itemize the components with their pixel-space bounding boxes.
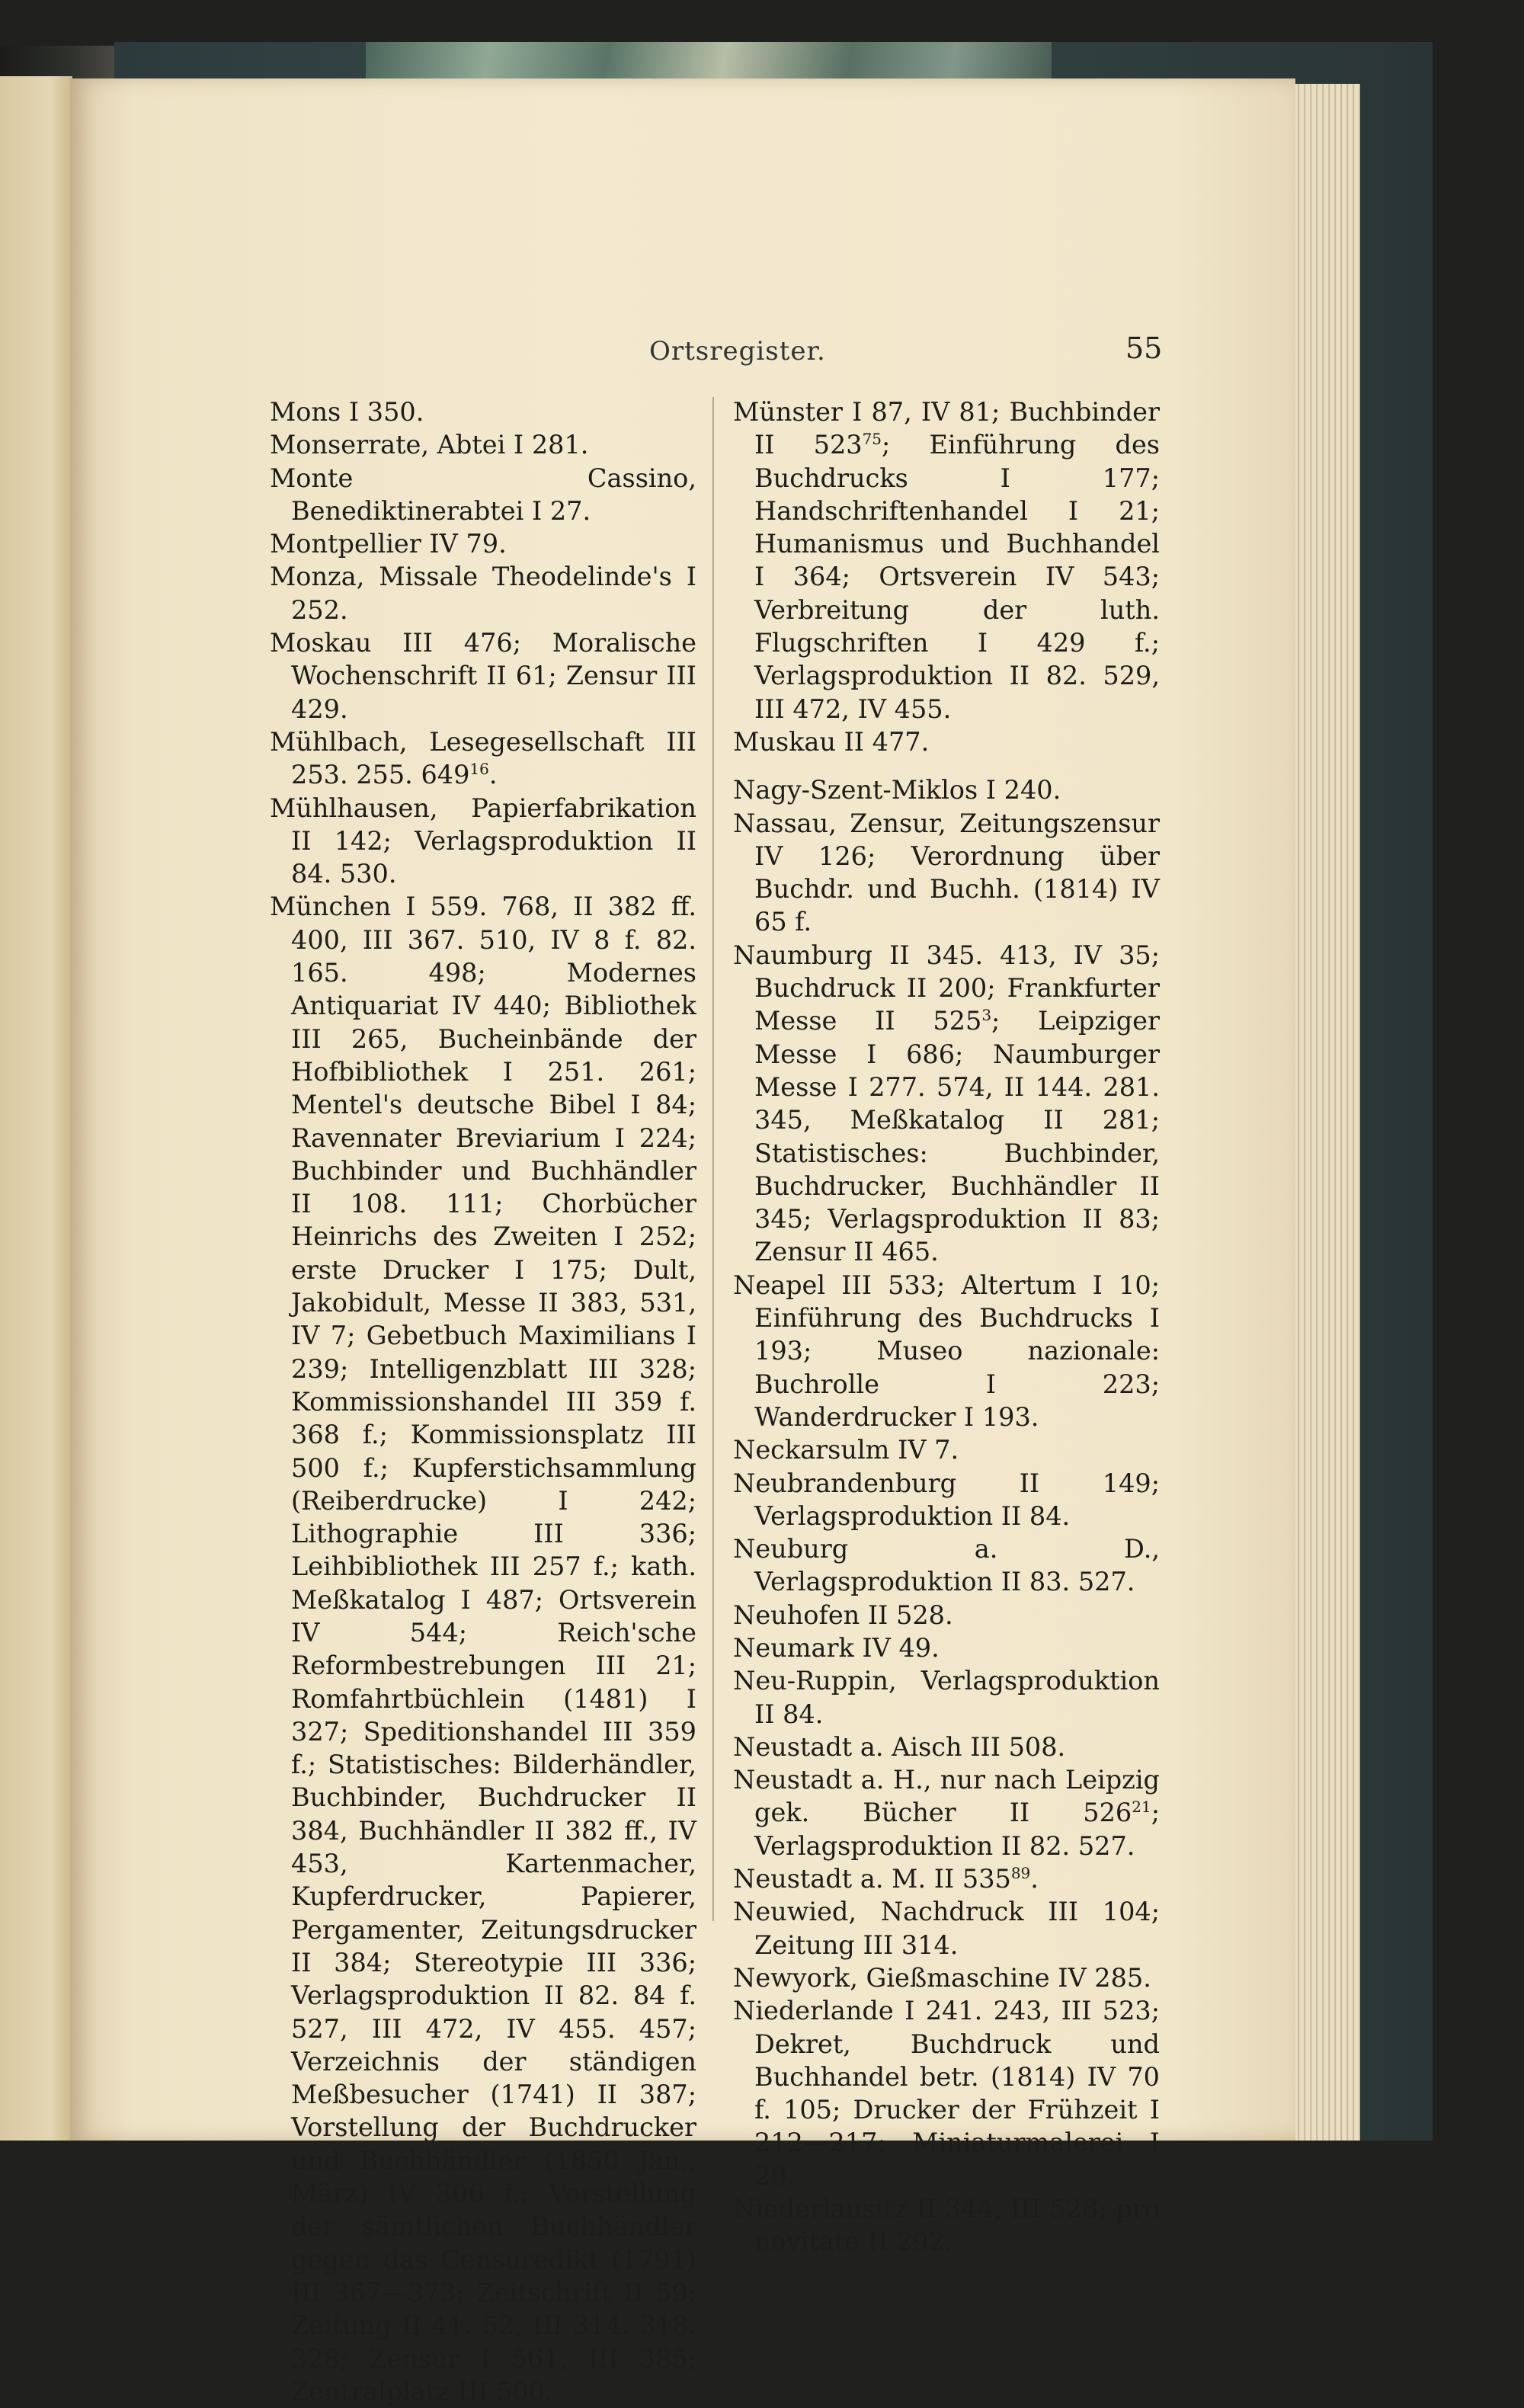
- entry-text: Neuhofen II 528.: [733, 1599, 953, 1630]
- footnote-reference: 16: [469, 760, 489, 779]
- index-entry: [270, 395, 696, 428]
- entry-text: Montpellier IV 79.: [270, 529, 507, 559]
- index-entry: [733, 1269, 1160, 1433]
- index-entry: [270, 792, 696, 891]
- index-column-left: [270, 395, 696, 2408]
- index-entry: [270, 527, 696, 560]
- running-head: Ortsregister.: [649, 336, 826, 367]
- page-number: 55: [1125, 331, 1163, 365]
- index-entry: [733, 1731, 1160, 1763]
- index-entry: [733, 1631, 1160, 1664]
- book-page: [70, 78, 1295, 2406]
- entry-text: Monza, Missale Theodelinde's I 252.: [270, 562, 696, 625]
- entry-text: Monte Cassino, Benediktinerabtei I 27.: [270, 463, 696, 526]
- index-entry: [270, 725, 696, 792]
- entry-text: Niederlausitz II 344, III 528; pro novitate II 292.: [733, 2194, 1160, 2257]
- entry-text: Neumark IV 49.: [733, 1632, 940, 1663]
- index-entry: [733, 1467, 1160, 1533]
- footnote-reference: 3: [981, 1006, 992, 1025]
- index-entry: [733, 1862, 1160, 1895]
- entry-text: Neu-Ruppin, Verlagsproduktion II 84.: [733, 1666, 1160, 1729]
- entry-text: Neustadt a. M. II 535: [733, 1864, 1011, 1894]
- index-entry: [733, 2192, 1160, 2259]
- entry-text: Neuburg a. D., Verlagsproduktion II 83. 527.: [733, 1534, 1160, 1597]
- index-entry: [733, 939, 1160, 1269]
- entry-text: Mons I 350.: [270, 397, 424, 427]
- entry-text-continued: ; Verlagsproduktion II 82. 527.: [754, 1798, 1160, 1861]
- index-entry: [733, 807, 1160, 939]
- index-entry: [733, 1961, 1160, 1994]
- index-entry: [270, 560, 696, 626]
- entry-text: Newyork, Gießmaschine IV 285.: [733, 1962, 1151, 1993]
- entry-text: Mühlhausen, Papierfabrikation II 142; Verlagsproduktion II 84. 530.: [270, 793, 696, 889]
- index-entry: [733, 1994, 1160, 2192]
- entry-text: Naumburg II 345. 413, IV 35; Buchdruck II 200; Frankfurter Messe II 525: [733, 940, 1160, 1036]
- index-entry: [733, 1763, 1160, 1862]
- entry-text: Muskau II 477.: [733, 726, 930, 757]
- entry-text-continued: ; Einführung des Buchdrucks I 177; Handschriftenhandel I 21; Humanismus und Buchhandel I 364; Ortsverein IV 543; Verbreitung der luth. Flugschriften I 429 f.; Verlagsproduktion II 82. 529, III 472, IV 455.: [754, 430, 1161, 724]
- entry-text-continued: .: [1030, 1864, 1039, 1894]
- index-entry: [733, 1433, 1160, 1466]
- index-entry: [733, 1895, 1160, 1961]
- index-entry: [733, 1599, 1160, 1631]
- footnote-reference: 21: [1132, 1798, 1151, 1817]
- index-entry: [733, 1532, 1160, 1599]
- entry-text: Nassau, Zensur, Zeitungszensur IV 126; Verordnung über Buchdr. und Buchh. (1814) IV 65 f.: [733, 808, 1160, 937]
- entry-text: Monserrate, Abtei I 281.: [270, 430, 589, 460]
- index-entry: [733, 1664, 1160, 1731]
- index-column-right: [733, 395, 1160, 2259]
- entry-text: München I 559. 768, II 382 ff. 400, III 367. 510, IV 8 f. 82. 165. 498; Modernes Antiquariat IV 440; Bibliothek III 265, Bucheinbände der Hofbibliothek I 251. 261; Mentel's deutsche Bibel I 84; Ravennater Breviarium I 224; Buchbinder und Buchhändler II 108. 111; Chorbücher Heinrichs des Zweiten I 252; erste Drucker I 175; Dult, Jakobidult, Messe II 383, 531, IV 7; Gebetbuch Maximilians I 239; Intelligenzblatt III 328; Kommissionshandel III 359 f. 368 f.; Kommissionsplatz III 500 f.; Kupferstichsammlung (Reiberdrucke) I 242; Lithographie III 336; Leihbibliothek III 257 f.; kath. Meßkatalog I 487; Ortsverein IV 544; Reich'sche Reformbestrebungen III 21; Romfahrtbüchlein (1481) I 327; Speditionshandel III 359 f.; Statistisches: Bilderhändler, Buchbinder, Buchdrucker II 384, Buchhändler II 382 ff., IV 453, Kartenmacher, Kupferdrucker, Papierer, Pergamenter, Zeitungsdrucker II 384; Stereotypie III 336; Verlagsproduktion II 82. 84 f. 527, III 472, IV 455. 457; Verzeichnis der ständigen Meßbesucher (1741) II 387; Vorstellung der Buchdrucker und Buchhändler (1850 Jan., März) IV 306 f.; Vorstellung der sämtlichen Buchhändler gegen das Censuredikt (1791) III 367—373; Zeitschrift II 59; Zeitung II 41. 52, III 314. 318. 328; Zensur I 561, III 385; Zentralplatz III 500.: [270, 892, 696, 2406]
- entry-text: Neuwied, Nachdruck III 104; Zeitung III 314.: [733, 1897, 1160, 1960]
- entry-text: Niederlande I 241. 243, III 523; Dekret, Buchdruck und Buchhandel betr. (1814) IV 70 f. 105; Drucker der Frühzeit I 212—217; Miniaturmalerei I 20.: [733, 1996, 1160, 2191]
- entry-text: Neckarsulm IV 7.: [733, 1435, 959, 1465]
- facing-page-edge: [0, 76, 72, 2141]
- index-entry: [270, 428, 696, 461]
- entry-text: Mühlbach, Lesegesellschaft III 253. 255. 649: [270, 726, 696, 790]
- entry-text-continued: ; Leipziger Messe I 686; Naumburger Messe I 277. 574, II 144. 281. 345, Meßkatalog II 281; Statistisches: Buchbinder, Buchdrucker, Buchhändler II 345; Verlagsproduktion II 83; Zensur II 465.: [754, 1006, 1160, 1267]
- footnote-reference: 75: [862, 430, 882, 449]
- footnote-reference: 89: [1010, 1863, 1031, 1882]
- index-entry: [733, 773, 1160, 806]
- entry-text: Neapel III 533; Altertum I 10; Einführung des Buchdrucks I 193; Museo nazionale: Buchrolle I 223; Wanderdrucker I 193.: [733, 1270, 1160, 1432]
- entry-text: Neubrandenburg II 149; Verlagsproduktion II 84.: [733, 1468, 1160, 1531]
- index-entry: [733, 725, 1160, 758]
- entry-text-continued: .: [488, 760, 498, 790]
- index-entry: [733, 395, 1160, 725]
- index-entry: [270, 462, 696, 528]
- column-divider: [712, 397, 714, 1921]
- index-entry: [270, 626, 696, 725]
- entry-text: Moskau III 476; Moralische Wochenschrift II 61; Zensur III 429.: [270, 628, 696, 724]
- entry-text: Neustadt a. Aisch III 508.: [733, 1731, 1066, 1762]
- entry-text: Neustadt a. H., nur nach Leipzig gek. Bücher II 526: [733, 1765, 1160, 1828]
- index-entry: [270, 890, 696, 2408]
- entry-text: Nagy-Szent-Miklos I 240.: [733, 775, 1061, 805]
- entry-text: Münster I 87, IV 81; Buchbinder II 523: [733, 397, 1160, 460]
- page-edges: [1288, 84, 1360, 2141]
